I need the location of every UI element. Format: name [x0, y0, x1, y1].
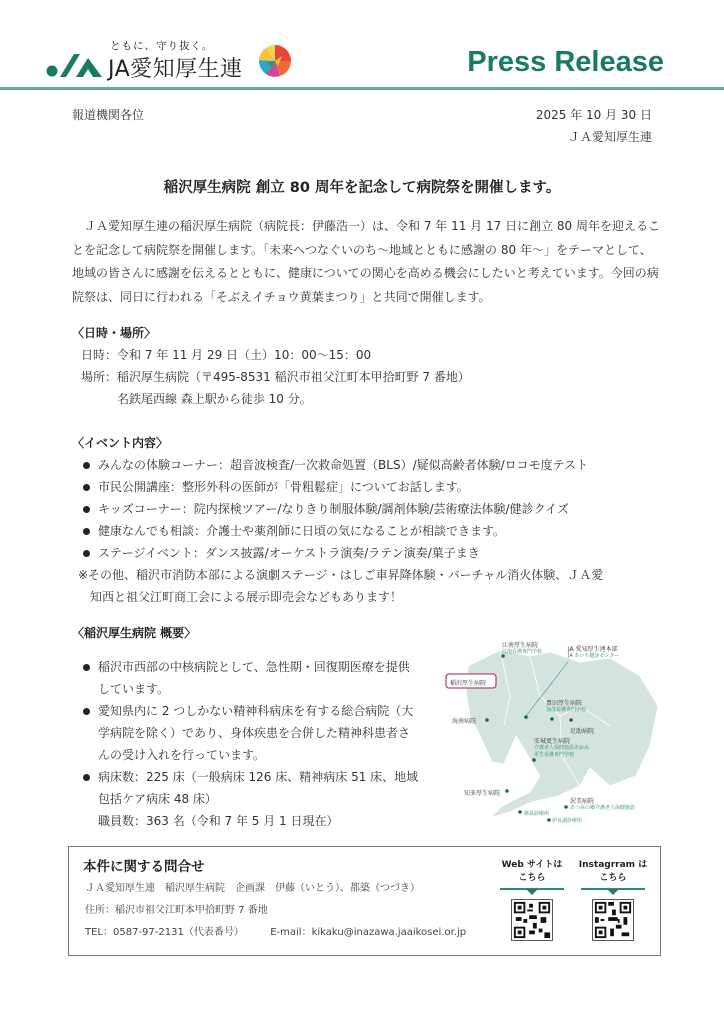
schedule-datetime: 日時：令和 7 年 11 月 29 日（土）10：00～15：00: [81, 348, 372, 362]
overview-item-line: んの受け入れを行っています。: [98, 748, 266, 762]
logo-name: JA愛知厚生連: [108, 57, 243, 82]
map-sublabel: JA あいち健診センター: [568, 653, 620, 659]
map-label: 知多厚生病院: [464, 790, 501, 797]
overview-item-line: 職員数：363 名（令和 7 年 5 月 1 日現在）: [98, 814, 339, 828]
web-qr-arrow-icon: [526, 889, 538, 895]
map-label: 海南病院: [452, 718, 477, 725]
instagram-qr-label-line1: Instagrram は: [578, 860, 648, 870]
addressee: 報道機関各位: [72, 108, 145, 122]
schedule-access: 名鉄尾西線 森上駅から徒歩 10 分。: [117, 392, 312, 406]
document-title: 稲沢厚生病院 創立 80 周年を記念して病院祭を開催します。: [163, 180, 561, 196]
map-sublabel: 加茂看護専門学校: [546, 707, 587, 713]
overview-item-line: 包括ケア病床 48 床）: [98, 792, 217, 806]
overview-item-line: 学病院を除く）であり、身体疾患を合併した精神科患者さ: [98, 726, 411, 740]
overview-item-line: 稲沢市西部の中核病院として、急性期・回復期医療を提供: [98, 660, 410, 674]
event-item: キッズコーナー：院内探検ツアー/なりきり制服体験/調剤体験/芸術療法体験/健診クイズ: [80, 498, 603, 520]
header-divider: [0, 87, 724, 90]
map-sublabel: 伊良湖診療所: [552, 818, 583, 824]
event-item: 市民公開講座：整形外科の医師が「骨粗鬆症」についてお話します。: [80, 476, 603, 498]
instagram-qr-label: [577, 859, 649, 885]
contact-heading: 本件に関する問合せ: [83, 859, 205, 875]
overview-section: [72, 622, 418, 832]
map-sublabel: 介護老人保健施設あおみ: [534, 745, 590, 751]
map-label: JA 愛知厚生連本部: [568, 646, 618, 653]
map-sublabel: あつみの郷介護老人保健施設: [570, 805, 636, 811]
map-label: 豊田厚生病院: [546, 700, 583, 707]
map-label: 足助病院: [570, 728, 595, 735]
map-sublabel: 江南看護専門学校: [502, 649, 543, 655]
event-item: みんなの体験コーナー：超音波検査/一次救命処置（BLS）/疑似高齢者体験/ロコモ度テスト: [80, 454, 603, 476]
ja-aichi-koseiren-logo: [46, 38, 306, 80]
map-sublabel: 篠島診療所: [524, 811, 550, 817]
issuer: ＪＡ愛知厚生連: [567, 130, 652, 144]
instagram-qr-label-line2: こちら: [599, 873, 627, 883]
schedule-heading: 〈日時・場所〉: [72, 326, 157, 340]
press-release-title: Press Release: [467, 46, 664, 78]
release-date: 2025 年 10 月 30 日: [535, 108, 652, 122]
map-label: 渥美病院: [570, 798, 595, 805]
schedule-section: [72, 322, 470, 410]
colorful-ball-icon: [258, 44, 292, 78]
map-sublabel: 更生看護専門学校: [534, 752, 575, 758]
schedule-place: 場所：稲沢厚生病院（〒495-8531 稲沢市祖父江町本甲拾町野 7 番地）: [81, 370, 470, 384]
logo-tagline: ともに、守り抜く。: [110, 40, 214, 52]
overview-item-line: 病床数：225 床（一般病床 126 床、精神病床 51 床、地域: [98, 770, 419, 784]
web-qr-label-line1: Web サイトは: [501, 860, 563, 870]
events-note-line1: ※その他、稲沢市消防本部による演劇ステージ・はしご車昇降体験・バーチャル消火体験、ＪＡ愛: [78, 568, 604, 582]
overview-item: [80, 766, 418, 832]
overview-item: [80, 700, 418, 766]
ja-mark-icon: [46, 50, 104, 78]
map-label: 安城更生病院: [534, 738, 571, 745]
web-qr-label-line2: こちら: [518, 873, 546, 883]
instagram-qr-code[interactable]: [592, 899, 634, 941]
events-note-line2: 知西と祖父江町商工会による展示即売会などもあります！: [90, 590, 403, 604]
events-heading: 〈イベント内容〉: [72, 436, 169, 450]
event-item: ステージイベント：ダンス披露/オーケストラ演奏/ラテン演奏/菓子まき: [80, 542, 603, 564]
qr-code-icon: [512, 900, 552, 940]
contact-email[interactable]: E-mail：kikaku@inazawa.jaaikosei.or.jp: [270, 927, 467, 938]
overview-heading: 〈稲沢厚生病院 概要〉: [72, 626, 197, 640]
overview-item: [80, 656, 418, 700]
event-item: 健康なんでも相談：介護士や薬剤師に日頃の気になることが相談できます。: [80, 520, 603, 542]
overview-item-line: 愛知県内に 2 つしかない精神科病床を有する総合病院（大: [98, 704, 414, 718]
overview-item-line: しています。: [98, 682, 170, 696]
aichi-hospital-map: [440, 636, 662, 824]
contact-tel: TEL：0587-97-2131（代表番号）: [85, 927, 244, 938]
map-label: 江南厚生病院: [502, 642, 539, 649]
web-qr-code[interactable]: [511, 899, 553, 941]
contact-department: ＪＡ愛知厚生連 稲沢厚生病院 企画課 伊藤（いとう）、都築（つづき）: [85, 883, 420, 894]
qr-code-icon: [593, 900, 633, 940]
web-qr-label: [496, 859, 568, 885]
events-section: [72, 432, 603, 608]
intro-paragraph: ＪＡ愛知厚生連の稲沢厚生病院（病院長：伊藤浩一）は、令和 7 年 11 月 17 日に創立 80 周年を迎えることを記念して病院祭を開催します。「未来へつなぐいのち～地域とともに感謝の 80 年～」をテーマとして、地域の皆さんに感謝を伝えるとともに、健康についての関心を高める機会にしたいと考えています。今回の病院祭は、同日に行われる「そぶえイチョウ黄葉まつり」と共同で開催します。: [72, 219, 660, 304]
map-label-inazawa: 稲沢厚生病院: [450, 680, 487, 687]
contact-box: [68, 846, 661, 956]
contact-address: 住所：稲沢市祖父江町本甲拾町野 7 番地: [85, 905, 268, 916]
instagram-qr-arrow-icon: [607, 889, 619, 895]
